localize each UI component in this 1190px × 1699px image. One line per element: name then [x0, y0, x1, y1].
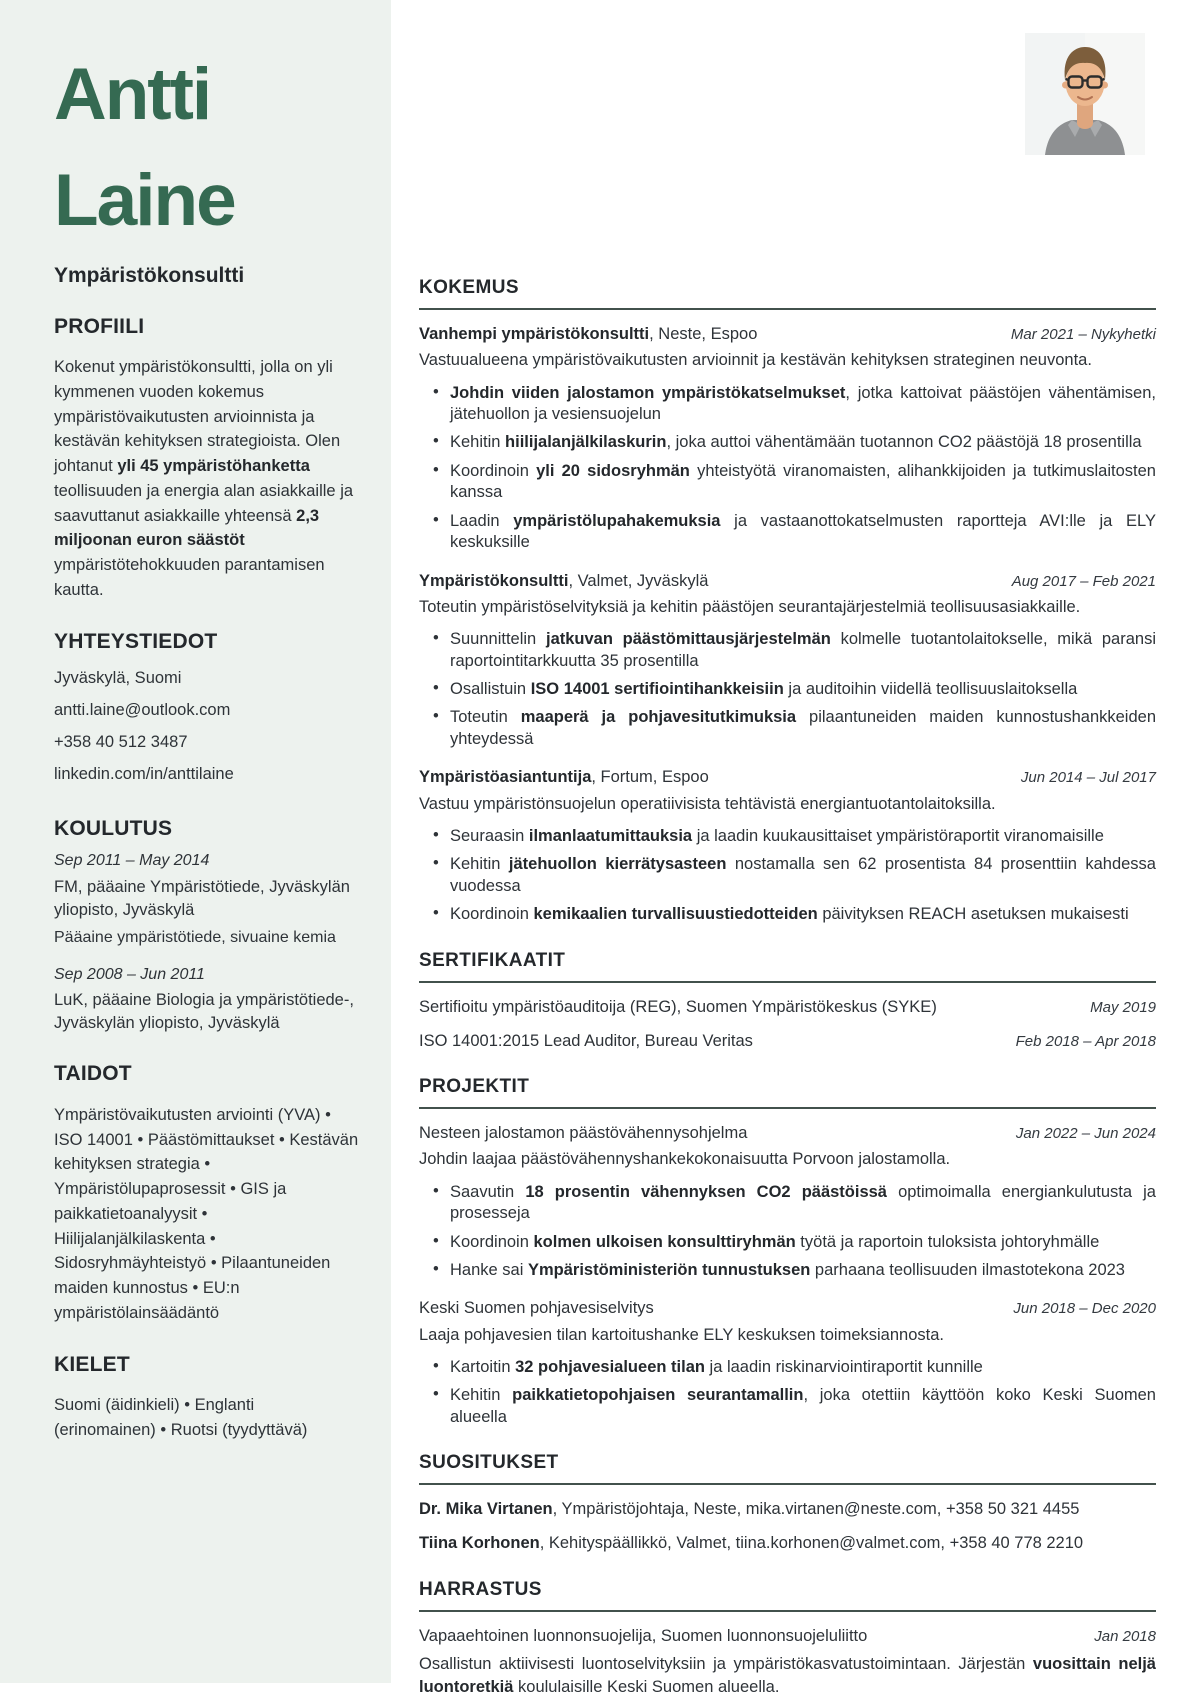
recommendation-line: Tiina Korhonen, Kehityspäällikkö, Valmet, tiina.korhonen@valmet.com, +358 40 778 2210 — [419, 1534, 1084, 1553]
certifications-heading: SERTIFIKAATIT — [419, 950, 1156, 983]
person-name-line1: Antti — [54, 54, 211, 135]
job-bullets — [419, 826, 1156, 926]
languages-section — [54, 1353, 359, 1443]
job-summary: Toteutin ympäristöselvityksiä ja kehitin päästöjen seurantajärjestelmiä teollisuusasiakkaille. — [419, 597, 1081, 616]
bullet-item: • Koordinoin yli 20 sidosryhmän yhteistyötä viranomaisten, alihankkijoiden ja tutkimuslaitosten kanssa — [450, 461, 1156, 504]
projects-heading: PROJEKTIT — [419, 1076, 1156, 1109]
project-summary: Laaja pohjavesien tilan kartoitushanke ELY keskuksen toimeksiannosta. — [419, 1325, 944, 1344]
recommendations-section — [419, 1452, 1156, 1555]
job-header — [419, 570, 1156, 592]
languages-heading: KIELET — [54, 1352, 130, 1376]
project-dates: Jun 2018 – Dec 2020 — [1013, 1300, 1156, 1318]
bullet-item: • Saavutin 18 prosentin vähennyksen CO2 päästöissä optimoimalla energiankulutusta ja prosesseja — [450, 1182, 1156, 1225]
profile-heading: PROFIILI — [54, 314, 145, 338]
project-bullets — [419, 1182, 1156, 1282]
hobby-dates: Jan 2018 — [1094, 1628, 1156, 1646]
profile-photo — [1025, 33, 1145, 155]
project-entry — [419, 1297, 1156, 1428]
bullet-item: • Hanke sai Ympäristöministeriön tunnustuksen parhaana teollisuuden ilmastotekona 2023 — [450, 1260, 1156, 1281]
skills-section — [54, 1062, 359, 1325]
job-summary: Vastuu ympäristönsuojelun operatiivisista tehtävistä energiantuotantolaitoksilla. — [419, 794, 996, 813]
experience-heading: KOKEMUS — [419, 277, 1156, 310]
bullet-item: • Johdin viiden jalostamon ympäristökatselmukset, jotka kattoivat päästöjen vähentämisen, jätehuollon ja vesiensuojelun — [450, 383, 1156, 426]
certification-row — [419, 996, 1156, 1018]
project-title: Keski Suomen pohjavesiselvitys — [419, 1299, 654, 1318]
project-summary: Johdin laajaa päästövähennyshankekokonaisuutta Porvoon jalostamolla. — [419, 1150, 951, 1169]
bullet-item: • Kehitin paikkatietopohjaisen seurantamallin, joka otettiin käyttöön koko Keski Suomen alueella — [450, 1385, 1156, 1428]
certification-rows — [419, 996, 1156, 1053]
job-title: Ympäristökonsultti, Valmet, Jyväskylä — [419, 571, 709, 590]
bullet-item: • Toteutin maaperä ja pohjavesitutkimuksia pilaantuneiden maiden kunnostushankkeiden yhteydessä — [450, 707, 1156, 750]
bullet-item: • Kartoitin 32 pohjavesialueen tilan ja laadin riskinarviointiraportit kunnille — [450, 1357, 1156, 1378]
certification-dates: May 2019 — [1090, 998, 1156, 1016]
skills-text: Ympäristövaikutusten arviointi (YVA) • ISO 14001 • Päästömittaukset • Kestävän kehityksen strategia • Ympäristölupaprosessit • GIS ja paikkatietoanalyysit • Hiilijalanjälkilaskenta • Sidosryhmäyhteistyö • Pilaantuneiden maiden kunnostus • EU:n ympäristölainsäädäntö — [54, 1105, 359, 1322]
hobby-description: Osallistun aktiivisesti luontoselvityksiin ja ympäristökasvatustoimintaan. Järjestän vuosittain neljä luontoretkiä koululaisille Keski Suomen alueella. — [419, 1654, 1156, 1696]
languages-text: Suomi (äidinkieli) • Englanti (erinomainen) • Ruotsi (tyydyttävä) — [54, 1396, 308, 1439]
contact-heading: YHTEYSTIEDOT — [54, 629, 218, 653]
project-title: Nesteen jalostamon päästövähennysohjelma — [419, 1124, 748, 1143]
project-header — [419, 1122, 1156, 1144]
project-dates: Jan 2022 – Jun 2024 — [1015, 1125, 1156, 1143]
recommendations-heading: SUOSITUKSET — [419, 1452, 1156, 1485]
person-name-line2: Laine — [54, 159, 235, 241]
bullet-item: • Laadin ympäristölupahakemuksia ja vastaanottokatselmusten raportteja AVI:lle ja ELY keskuksille — [450, 511, 1156, 554]
hobby-heading: HARRASTUS — [419, 1579, 1156, 1612]
contact-item: linkedin.com/in/anttilaine — [54, 765, 234, 784]
education-dates: Sep 2011 – May 2014 — [54, 852, 210, 870]
job-dates: Aug 2017 – Feb 2021 — [1011, 572, 1156, 590]
education-dates: Sep 2008 – Jun 2011 — [54, 965, 205, 983]
contact-section — [54, 630, 359, 791]
certification-dates: Feb 2018 – Apr 2018 — [1015, 1032, 1156, 1050]
contact-list — [54, 662, 359, 791]
job-title: Ympäristöasiantuntija, Fortum, Espoo — [419, 768, 709, 787]
contact-item: Jyväskylä, Suomi — [54, 668, 182, 687]
education-entry — [54, 963, 359, 1035]
hobby-name: Vapaaehtoinen luonnonsuojelija, Suomen luonnonsuojeluliitto — [419, 1627, 868, 1646]
job-header — [419, 323, 1156, 345]
sidebar — [0, 0, 391, 1683]
certifications-section — [419, 950, 1156, 1053]
profile-text: Kokenut ympäristökonsultti, jolla on yli kymmenen vuoden kokemus ympäristövaikutusten arvioinnista ja kestävän kehityksen strategioista. Olen johtanut yli 45 ympäristöhanketta teollisuuden ja energia alan asiakkaille ja saavuttanut asiakkaille yhteensä 2,3 miljoonan euron säästöt ympäristötehokkuuden parantamisen kautta. — [54, 358, 354, 599]
contact-item: +358 40 512 3487 — [54, 733, 188, 752]
projects-section — [419, 1076, 1156, 1428]
profile-photo-illustration — [1025, 33, 1145, 155]
recommendation-line: Dr. Mika Virtanen, Ympäristöjohtaja, Neste, mika.virtanen@neste.com, +358 50 321 4455 — [419, 1500, 1080, 1519]
project-entry — [419, 1122, 1156, 1281]
job-entry — [419, 766, 1156, 925]
bullet-item: • Seuraasin ilmanlaatumittauksia ja laadin kuukausittaiset ympäristöraportit viranomaisille — [450, 826, 1156, 847]
main-column — [391, 0, 1190, 1696]
contact-item: antti.laine@outlook.com — [54, 700, 231, 719]
job-dates: Mar 2021 – Nykyhetki — [1010, 326, 1156, 343]
profile-section — [54, 315, 359, 603]
bullet-item: • Osallistuin ISO 14001 sertifiointihankkeisiin ja auditoihin viidellä teollisuuslaitoksella — [450, 679, 1156, 700]
education-degree: FM, pääaine Ympäristötiede, Jyväskylän yliopisto, Jyväskylä — [54, 877, 350, 919]
person-name — [54, 42, 359, 254]
job-entry — [419, 323, 1156, 554]
project-bullets — [419, 1357, 1156, 1428]
bullet-item: • Koordinoin kolmen ulkoisen konsulttiryhmän työtä ja raportoin tuloksista johtoryhmälle — [450, 1232, 1156, 1253]
certification-name: ISO 14001:2015 Lead Auditor, Bureau Veritas — [419, 1031, 753, 1050]
job-header — [419, 766, 1156, 788]
job-bullets — [419, 383, 1156, 554]
experience-entries — [419, 323, 1156, 926]
hobby-entry — [419, 1625, 1156, 1698]
recommendation-rows — [419, 1498, 1156, 1555]
job-dates: Jun 2014 – Jul 2017 — [1020, 769, 1156, 787]
bullet-item: • Suunnittelin jatkuvan päästömittausjärjestelmän kolmelle tuotantolaitokselle, mikä paransi raportointitarkkuutta 35 prosentilla — [450, 629, 1156, 672]
education-degree: LuK, pääaine Biologia ja ympäristötiede-, Jyväskylän yliopisto, Jyväskylä — [54, 991, 354, 1033]
education-list — [54, 849, 359, 1035]
person-job-title: Ympäristökonsultti — [54, 263, 245, 287]
project-entries — [419, 1122, 1156, 1428]
education-note: Pääaine ympäristötiede, sivuaine kemia — [54, 928, 336, 946]
hobby-section — [419, 1579, 1156, 1698]
certification-name: Sertifioitu ympäristöauditoija (REG), Suomen Ympäristökeskus (SYKE) — [419, 997, 937, 1016]
bullet-item: • Kehitin hiilijalanjälkilaskurin, joka auttoi vähentämään tuotannon CO2 päästöjä 18 prosentilla — [450, 432, 1156, 453]
job-summary: Vastuualueena ympäristövaikutusten arvioinnit ja kestävän kehityksen strateginen neuvonta. — [419, 351, 1092, 370]
project-header — [419, 1297, 1156, 1319]
job-bullets — [419, 629, 1156, 750]
education-heading: KOULUTUS — [54, 817, 173, 841]
education-entry — [54, 849, 359, 949]
job-entry — [419, 570, 1156, 751]
job-title: Vanhempi ympäristökonsultti, Neste, Espoo — [419, 325, 758, 343]
skills-heading: TAIDOT — [54, 1062, 132, 1086]
experience-section — [419, 277, 1156, 926]
certification-row — [419, 1030, 1156, 1052]
bullet-item: • Koordinoin kemikaalien turvallisuustiedotteiden päivityksen REACH asetuksen mukaisesti — [450, 904, 1156, 925]
education-section — [54, 817, 359, 1035]
bullet-item: • Kehitin jätehuollon kierrätysasteen nostamalla sen 62 prosentista 84 prosenttiin kahdessa vuodessa — [450, 854, 1156, 897]
